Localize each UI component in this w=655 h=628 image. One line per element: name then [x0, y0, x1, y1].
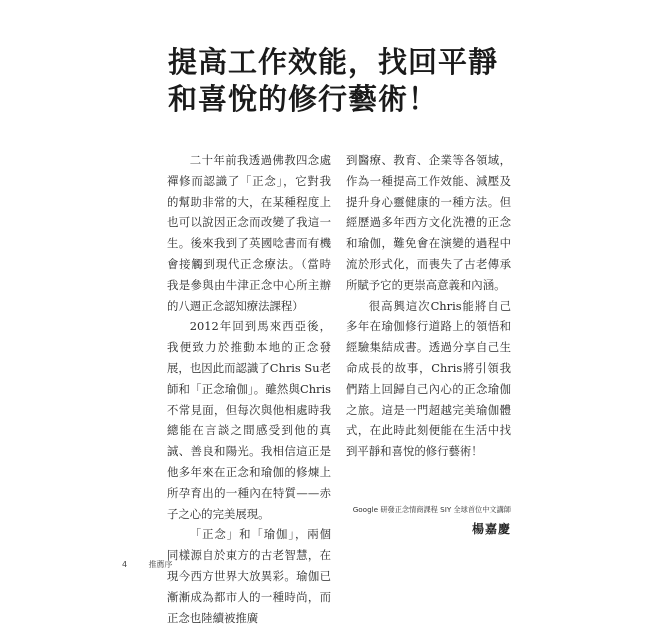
- page-number: 4: [122, 560, 128, 569]
- title-line-1: 提高工作效能，找回平靜: [168, 45, 499, 79]
- paragraph: 「正念」和「瑜伽」，兩個同樣源自於東方的古老智慧，在現今西方世界大放異彩。瑜伽已漸漸成為都市人的一種時尚，而正念也陸續被推廣: [167, 527, 331, 625]
- paragraph: 很高興這次Chris能將自己多年在瑜伽修行道路上的領悟和經驗集結成書。透過分享自己生命成長的故事，Chris將引領我們踏上回歸自己內心的正念瑜伽之旅。這是一門超越完美瑜伽體式，在此時此刻便能在生活中找到平靜和喜悅的修行藝術！: [346, 298, 511, 459]
- paragraph-continued: 到醫療、教育、企業等各領域，作為一種提高工作效能、減壓及提升身心靈健康的一種方法。但經歷過多年西方文化洗禮的正念和瑜伽，難免會在演變的過程中流於形式化，而喪失了古老傳承所賦予它的更崇高意義和內涵。: [346, 153, 511, 292]
- title-line-2: 和喜悅的修行藝術！: [168, 82, 439, 116]
- author-role: Google 研發正念情商課程 SIY 全球首位中文講師: [352, 505, 511, 514]
- section-label: 推薦序: [148, 560, 173, 569]
- paragraph: 二十年前我透過佛教四念處禪修而認識了「正念」，它對我的幫助非常的大，在某種程度上也可以說因正念而改變了我這一生。後來我到了英國唸書而有機會接觸到現代正念療法。（當時我是參與由牛津正念中心所主辦的八週正念認知療法課程）: [167, 153, 331, 313]
- right-column: [346, 150, 511, 462]
- page-footer: [122, 559, 173, 570]
- paragraph: 2012年回到馬來西亞後，我便致力於推動本地的正念發展，也因此而認識了Chris Su老師和「正念瑜伽」。雖然與Chris不常見面，但每次與他相處時我總能在言談之間感受到他的真誠、善良和陽光。我相信這正是他多年來在正念和瑜伽的修煉上所孕育出的一種內在特質——赤子之心的完美展現。: [167, 319, 331, 521]
- author-credit: [346, 505, 511, 537]
- left-column: [167, 150, 331, 628]
- author-name: 楊嘉慶: [471, 522, 511, 536]
- page-title: [168, 44, 548, 118]
